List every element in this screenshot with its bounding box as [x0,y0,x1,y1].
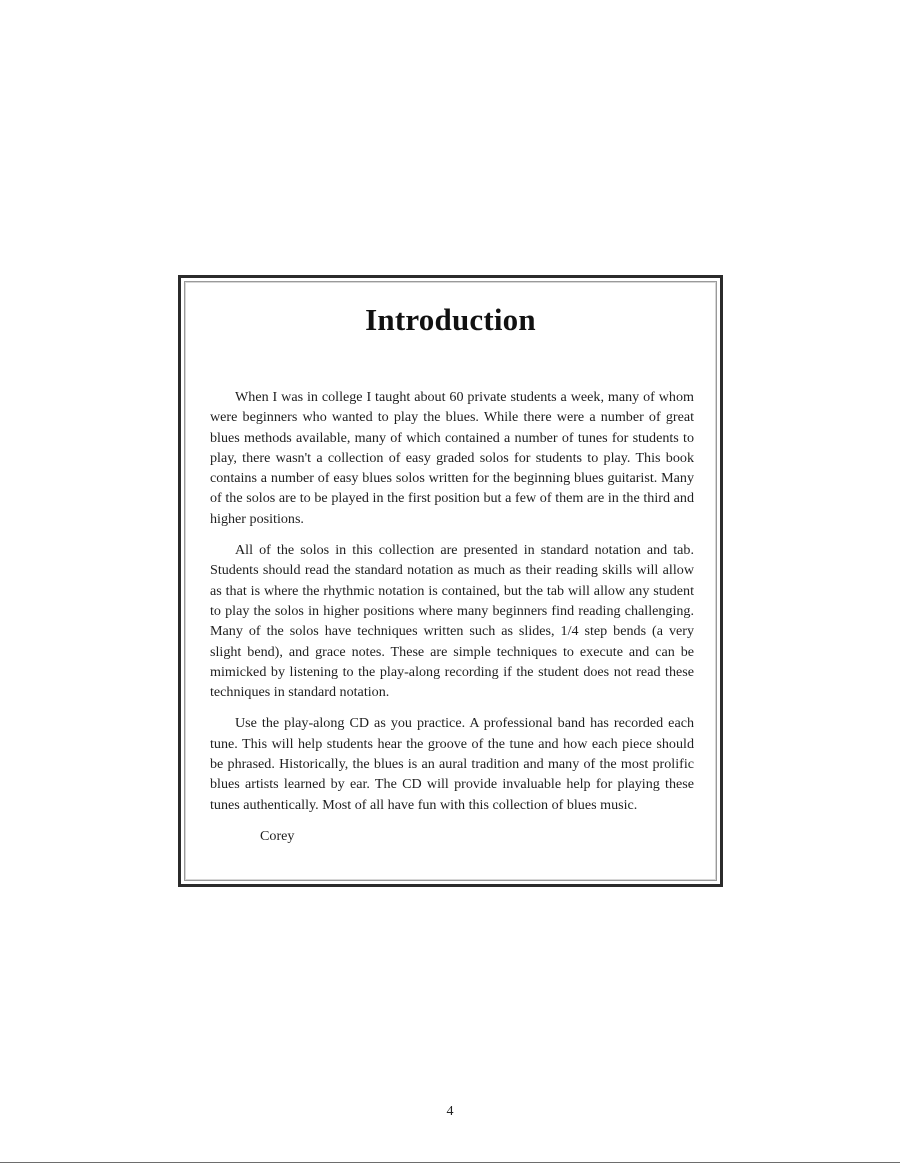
author-signature: Corey [260,827,295,844]
introduction-frame [178,275,723,887]
paragraph-1: When I was in college I taught about 60 private students a week, many of whom were beginners who wanted to play the blues. While there were a number of great blues methods available, many of which contained a number of tunes for students to play, there wasn't a collection of easy graded solos for students to play. This book contains a number of easy blues solos written for the beginning blues guitarist. Many of the solos are to be played in the first position but a few of them are in the third and higher positions. [210,389,694,527]
page-number: 4 [446,1104,454,1119]
introduction-body [210,387,694,857]
page-title: Introduction [365,302,536,337]
paragraph-3: Use the play-along CD as you practice. A professional band has recorded each tune. This will help students hear the groove of the tune and how each piece should be phrased. Historically, the blues is an aural tradition and many of the most prolific blues artists learned by ear. The CD will provide invaluable help for playing these tunes authentically. Most of all have fun with this collection of blues music. [210,715,694,813]
paragraph-2: All of the solos in this collection are presented in standard notation and tab. Students should read the standard notation as much as their reading skills will allow as that is where the rhythmic notation is contained, but the tab will allow any student to play the solos in higher positions where many beginners find reading challenging. Many of the solos have techniques written such as slides, 1/4 step bends (a very slight bend), and grace notes. These are simple techniques to execute and can be mimicked by listening to the play-along recording if the student does not read these techniques in standard notation. [210,542,694,701]
